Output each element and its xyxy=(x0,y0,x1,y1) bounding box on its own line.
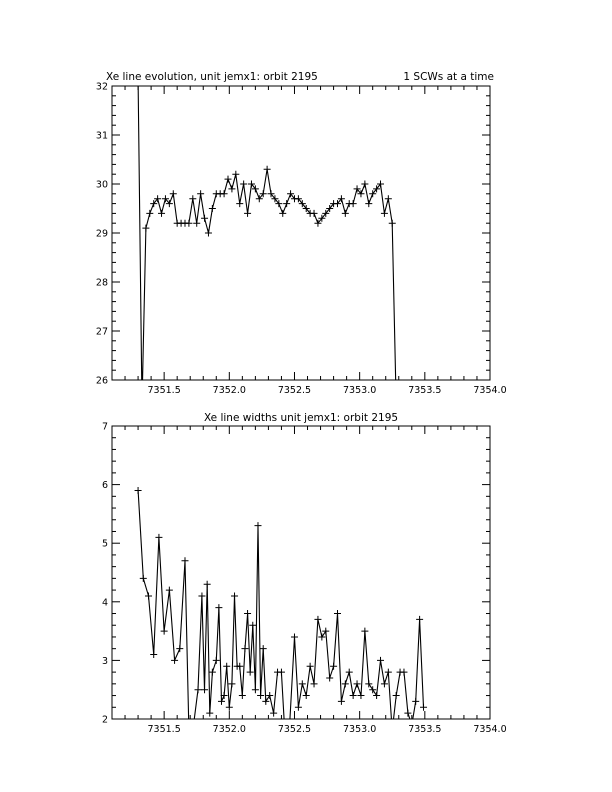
evolution-x-tick-label: 7352.0 xyxy=(212,385,246,396)
evolution-x-tick-label: 7353.5 xyxy=(408,385,442,396)
widths-x-tick-label: 7353.0 xyxy=(343,724,377,735)
evolution-y-tick-label: 30 xyxy=(95,179,108,191)
widths-x-tick-label: 7352.5 xyxy=(277,724,312,735)
evolution-x-tick-label: 7351.5 xyxy=(147,385,181,396)
widths-x-tick-label: 7354.0 xyxy=(473,724,507,735)
widths-y-tick-label: 5 xyxy=(101,538,108,550)
widths-y-tick-label: 2 xyxy=(101,714,108,726)
evolution-chart-title: Xe line evolution, unit jemx1: orbit 2195 xyxy=(106,71,318,83)
widths-x-tick-label: 7353.5 xyxy=(408,724,442,735)
evolution-y-tick-label: 28 xyxy=(95,277,108,289)
widths-y-tick-label: 4 xyxy=(101,597,108,609)
evolution-y-tick-label: 26 xyxy=(95,375,108,387)
evolution-x-tick-label: 7354.0 xyxy=(473,385,507,396)
widths-y-tick-label: 3 xyxy=(101,655,108,667)
widths-chart-title: Xe line widths unit jemx1: orbit 2195 xyxy=(203,412,399,424)
widths-x-tick-label: 7352.0 xyxy=(212,724,246,735)
evolution-x-tick-label: 7352.5 xyxy=(277,385,312,396)
evolution-y-tick-label: 32 xyxy=(95,81,108,93)
evolution-y-tick-label: 29 xyxy=(95,228,108,240)
evolution-y-tick-label: 27 xyxy=(95,326,108,338)
evolution-chart-subtitle: 1 SCWs at a time xyxy=(403,71,494,83)
widths-y-tick-label: 6 xyxy=(101,480,108,492)
evolution-y-tick-label: 31 xyxy=(95,130,108,142)
widths-x-tick-label: 7351.5 xyxy=(147,724,181,735)
evolution-x-tick-label: 7353.0 xyxy=(343,385,377,396)
widths-y-tick-label: 7 xyxy=(101,421,108,433)
